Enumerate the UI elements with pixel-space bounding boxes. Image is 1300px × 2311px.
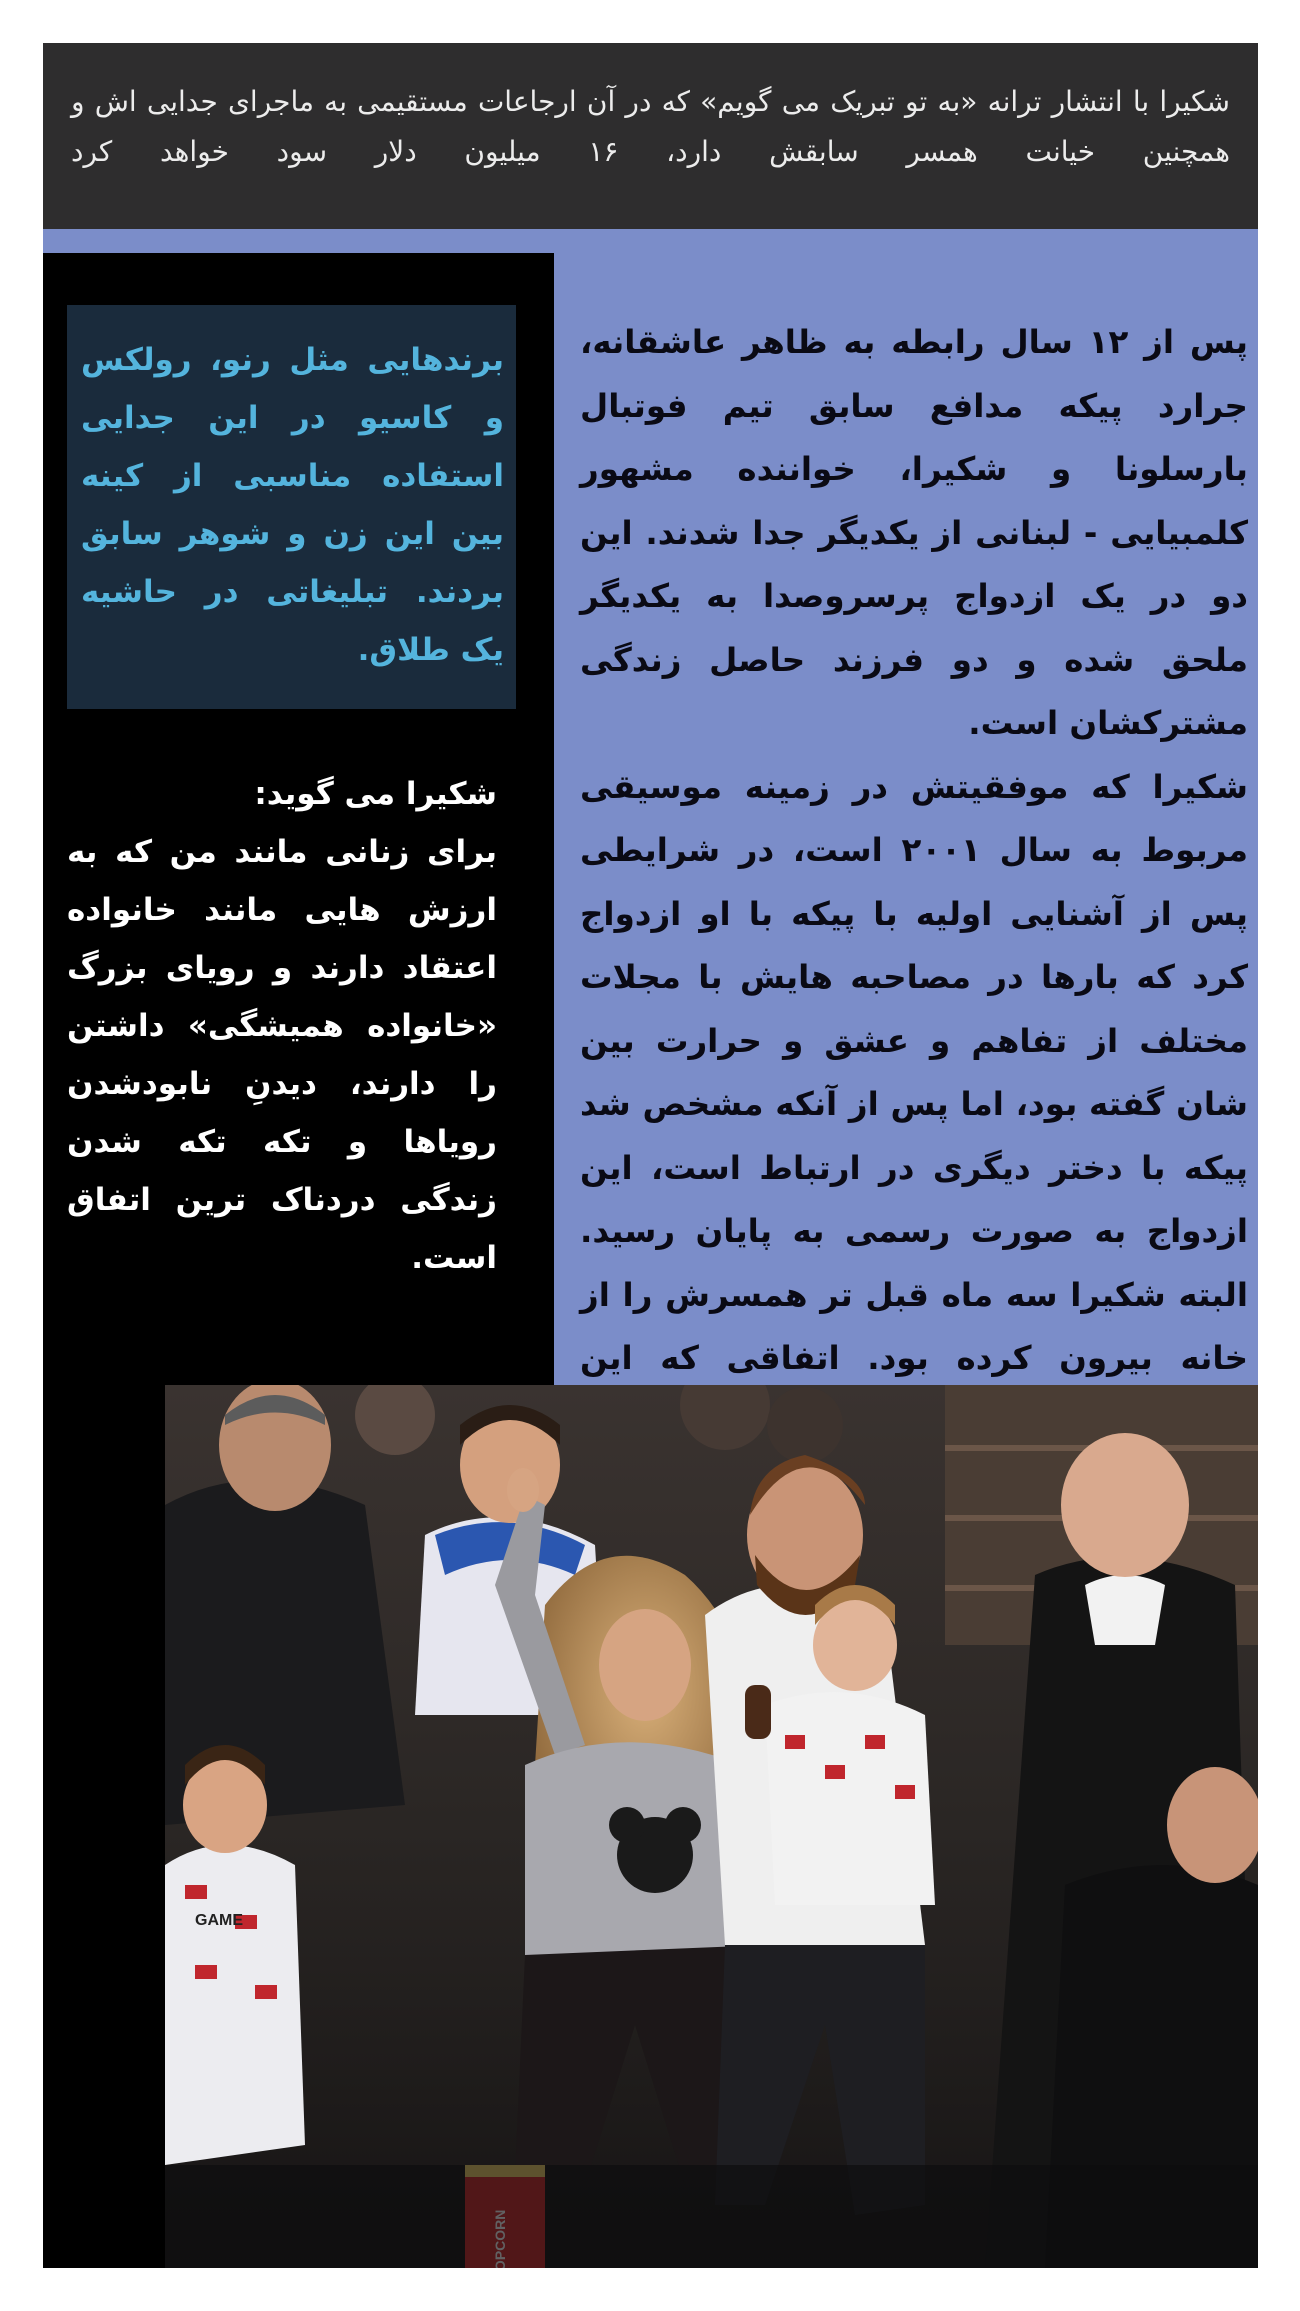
usher-head: [1061, 1433, 1189, 1577]
article-paragraph-2: شکیرا که موفقیتش در زمینه موسیقی مربوط به سال ۲۰۰۱ است، در شرایطی پس از آشنایی اولیه با پیکه با او ازدواج کرد که بارها در مصاحبه هایش با مجلات مختلف از تفاهم و عشق و حرارت بین شان گفته بود، اما پس از آنکه مشخص شد پیکه با دختر دیگری در ارتباط است، این ازدواج به صورت رسمی به پایان رسید. البته شکیرا سه ماه قبل تر همسرش را از خانه بیرون کرده بود. اتفاقی که این: [580, 767, 1248, 1377]
callout-text: برندهایی مثل رنو، رولکس و کاسیو در این جدایی استفاده مناسبی از کینه بین این زن و شوهر سابق بردند. تبلیغاتی در حاشیه یک طلاق.: [81, 342, 504, 668]
article-column: [554, 253, 1258, 1385]
header-text: شکیرا با انتشار ترانه «به تو تبریک می گویم» که در آن ارجاعات مستقیمی به ماجرای جدایی اش و همچنین خیانت همسر سابقش دارد، ۱۶ میلیون دلار سود خواهد کرد: [71, 85, 1231, 168]
quote-text: برای زنانی مانند من که به ارزش هایی مانند خانواده اعتقاد دارند و رویای بزرگ «خانواده همیشگی» داشتن را دارند، دیدنِ نابودشدن رویاها و تکه تکه شدن زندگی دردناک ترین اتفاق است.: [67, 834, 497, 1276]
ice-cream-bar: [745, 1685, 771, 1739]
family-courtside-photo: [165, 1385, 1258, 2268]
magazine-page: [43, 43, 1258, 2268]
blue-divider-strip: [43, 229, 1258, 253]
woman-face: [599, 1609, 691, 1721]
article-paragraph-1: پس از ۱۲ سال رابطه به ظاهر عاشقانه، جرارد پیکه مدافع سابق تیم فوتبال بارسلونا و شکیرا، خواننده مشهور کلمبیایی - لبنانی از یکدیگر جدا شدند. این دو در یک ازدواج پرسروصدا به یکدیگر ملحق شده و دو فرزند حاصل زندگی مشترکشان است.: [580, 323, 1249, 742]
photo-illustration: [165, 1385, 1258, 2268]
shirt-label: GAME: [195, 1912, 243, 1929]
courtside-seats: [165, 2165, 1258, 2268]
quote-title: شکیرا می گوید:: [254, 776, 497, 812]
header-banner: [43, 43, 1258, 229]
quote-block: [67, 765, 497, 1287]
callout-box: [67, 305, 516, 709]
